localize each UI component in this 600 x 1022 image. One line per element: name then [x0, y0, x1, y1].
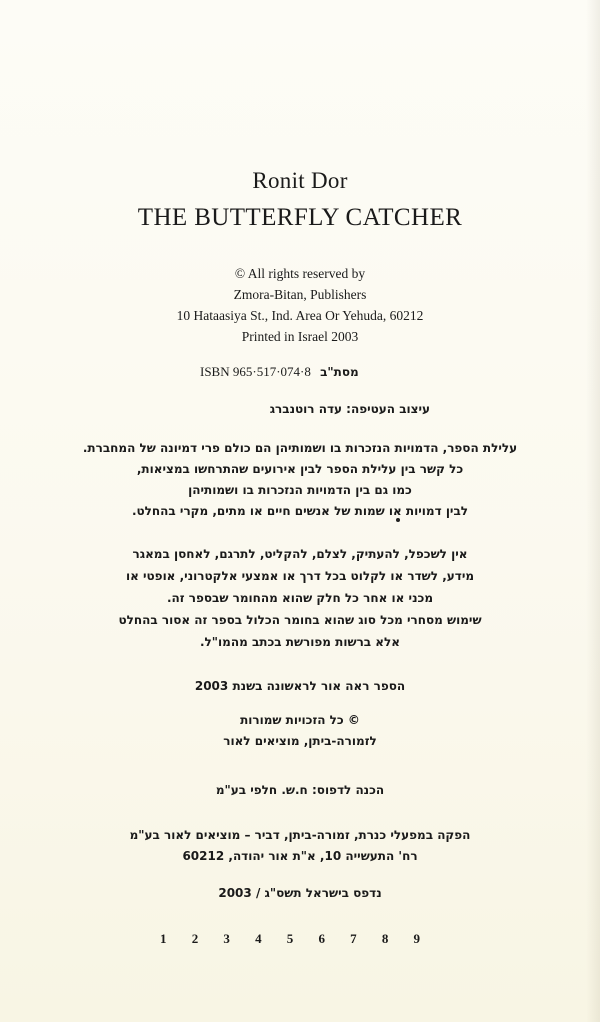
isbn-hebrew-label: מסת"ב [320, 365, 359, 379]
print-prep-credit: הכנה לדפוס: ח.ש. חלפי בע"מ [215, 783, 385, 797]
print-run-numbers [160, 931, 420, 947]
reproduction-line: אין לשכפל, להעתיק, לצלם, להקליט, לתרגם, לאחסן במאגר [132, 547, 468, 561]
print-run-number: 7 [350, 931, 357, 946]
print-run-number: 6 [318, 931, 325, 946]
print-run-number: 2 [191, 931, 199, 946]
fiction-disclaimer [0, 438, 600, 522]
reproduction-notice [0, 543, 600, 653]
cover-design-credit: עיצוב העטיפה: עדה רוטנברג [269, 402, 430, 416]
separator-dot [396, 518, 400, 522]
book-title: THE BUTTERFLY CATCHER [137, 204, 463, 231]
reproduction-line: מידע, לשדר או לקלוט בכל דרך או אמצעי אלקטרוני, אופטי או [125, 569, 475, 583]
disclaimer-line: כמו גם בין הדמויות הנזכרות בו ושמותיהן [188, 483, 412, 497]
disclaimer-line: לבין דמויות או שמות של אנשים חיים או מתים, מקרי בהחלט. [131, 504, 469, 518]
rights-line: 10 Hataasiya St., Ind. Area Or Yehuda, 60212 [176, 308, 424, 323]
reproduction-line: שימוש מסחרי מכל סוג שהוא בחומר הכלול בספר זה אסור בהחלט [118, 613, 482, 627]
rights-notice [0, 263, 600, 347]
print-run-number: 9 [413, 931, 420, 946]
production-line: הפקה במפעלי כנרת, זמורה-ביתן, דביר – מוציאים לאור בע"מ [129, 828, 471, 842]
production-line: רח' התעשייה 10, א"ת אור יהודה, 60212 [182, 849, 418, 863]
rights-line: © All rights reserved by [234, 266, 366, 281]
disclaimer-line: כל קשר בין עלילת הספר לבין אירועים שהתרחשו במציאות, [136, 462, 464, 476]
print-run-number: 1 [160, 931, 167, 946]
all-rights-hebrew [0, 710, 600, 752]
disclaimer-line: עלילת הספר, הדמויות הנזכרות בו ושמותיהן הם כולם פרי דמיונה של המחברת. [82, 441, 518, 455]
isbn-line [200, 364, 359, 380]
author-name: Ronit Dor [252, 168, 348, 193]
isbn-code: ISBN 965·517·074·8 [200, 364, 311, 379]
reproduction-line: מכני או אחר כל חלק שהוא מהחומר שבספר זה. [166, 591, 434, 605]
rights-line: Zmora-Bitan, Publishers [233, 287, 367, 302]
all-rights-line: לזמורה-ביתן, מוציאים לאור [223, 734, 377, 748]
all-rights-line: © כל הזכויות שמורות [240, 713, 360, 727]
printed-in-israel-hebrew: נדפס בישראל תשס"ג / 2003 [218, 886, 382, 900]
print-run-number: 8 [381, 931, 389, 946]
print-run-number: 5 [286, 931, 294, 946]
first-publication-note: הספר ראה אור לראשונה בשנת 2003 [194, 679, 406, 693]
print-run-number: 3 [223, 931, 230, 946]
production-credit [0, 825, 600, 867]
print-run-number: 4 [255, 931, 262, 946]
reproduction-line: אלא ברשות מפורשת בכתב מהמו"ל. [199, 635, 401, 649]
rights-line: Printed in Israel 2003 [241, 329, 359, 344]
